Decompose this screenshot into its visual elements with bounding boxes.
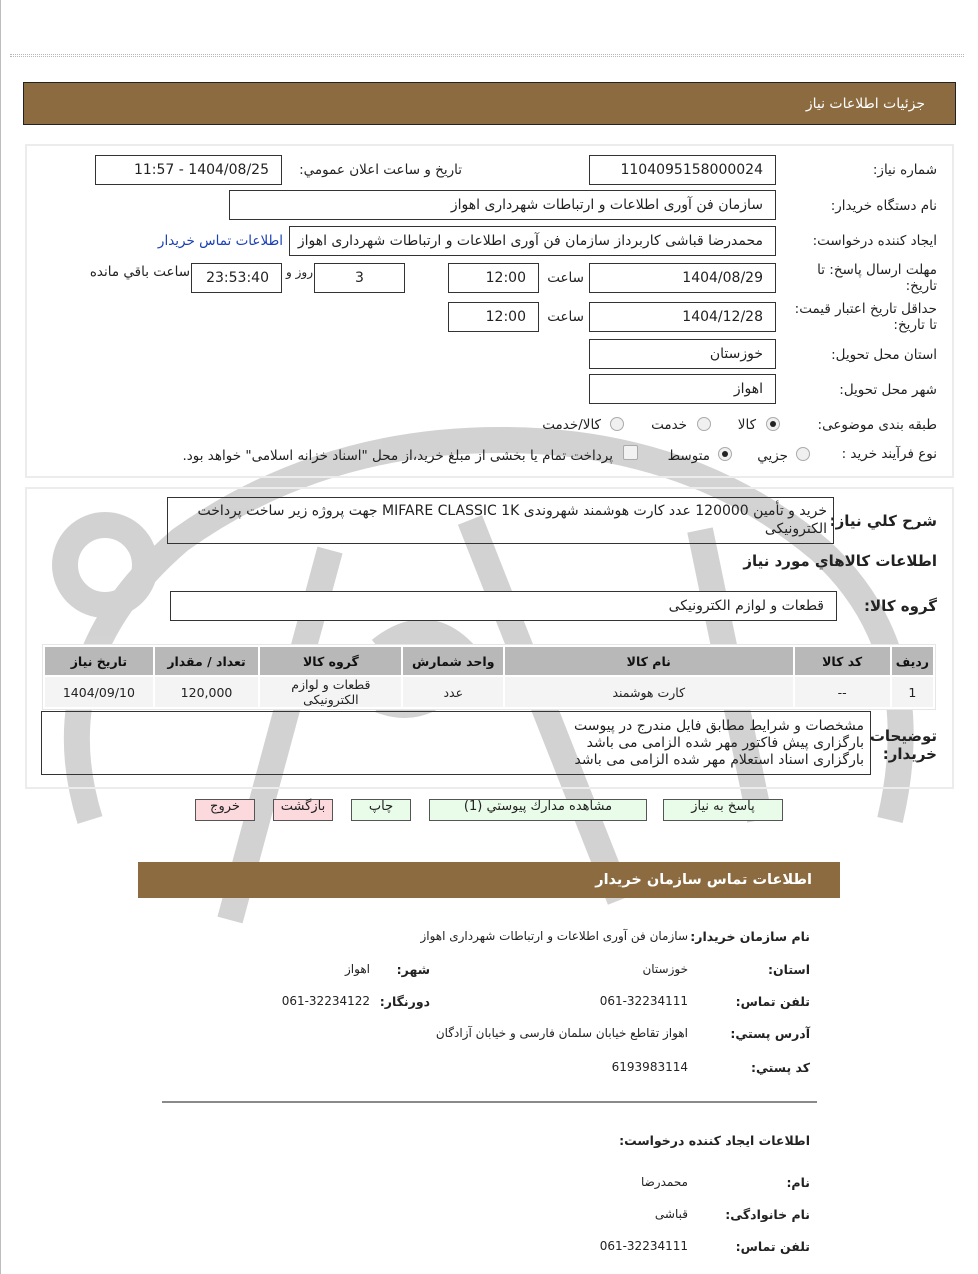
section-divider <box>162 1101 817 1103</box>
contact-city-label: شهر: <box>396 962 430 977</box>
left-border <box>0 0 1 1274</box>
treasury-checkbox-label: پرداخت تمام یا بخشی از مبلغ خرید،از محل "اسناد خزانه اسلامی" خواهد بود. <box>182 448 613 464</box>
requester-phone: 061-32234111 <box>599 1239 688 1253</box>
process-radio-minor[interactable] <box>796 447 810 461</box>
cell-unit: عدد <box>403 677 503 707</box>
remaining-label: ساعت باقي مانده <box>89 264 190 280</box>
contact-phone-label: تلفن تماس: <box>735 994 810 1009</box>
contact-org-label: نام سازمان خریدار: <box>690 929 810 944</box>
buyer-field: سازمان فن آوری اطلاعات و ارتباطات شهرداری اهواز <box>229 190 776 220</box>
goods-group-label: گروه کالا: <box>864 597 937 615</box>
cell-group: قطعات و لوازم الکترونیکی <box>260 677 401 707</box>
category-option-goods-service: کالا/خدمت <box>542 417 601 433</box>
table-row <box>45 677 933 707</box>
announce-field: 1404/08/25 - 11:57 <box>95 155 282 185</box>
notes-label-line2: خریدار: <box>882 745 937 763</box>
days-remaining-field: 3 <box>314 263 405 293</box>
deadline-label: مهلت ارسال پاسخ: تا تاریخ: <box>817 262 937 294</box>
category-radio-service[interactable] <box>697 417 711 431</box>
col-code: كد كالا <box>795 647 890 675</box>
page-title: جزئیات اطلاعات نیاز <box>805 96 925 112</box>
cell-code: -- <box>795 677 890 707</box>
contact-city-value: اهواز <box>345 962 370 976</box>
col-group: گروه كالا <box>260 647 401 675</box>
col-row: رديف <box>892 647 933 675</box>
deadline-time-field: 12:00 <box>448 263 539 293</box>
province-label: استان محل تحویل: <box>831 347 937 363</box>
contact-fax-value: 061-32234122 <box>281 994 370 1008</box>
contact-province-label: استان: <box>767 962 810 977</box>
process-radio-medium[interactable] <box>718 447 732 461</box>
validity-date-field: 1404/12/28 <box>589 302 776 332</box>
notes-line: بارگزاری پیش فاکتور مهر شده الزامی می باشد <box>586 735 864 751</box>
treasury-checkbox[interactable] <box>623 445 638 460</box>
goods-group-field: قطعات و لوازم الکترونیکی <box>170 591 837 621</box>
col-name: نام كالا <box>505 647 792 675</box>
top-divider <box>10 54 964 57</box>
print-button[interactable]: چاپ <box>351 799 411 821</box>
page-title-bar <box>23 82 956 125</box>
validity-time-label: ساعت <box>547 309 584 325</box>
exit-button[interactable]: خروج <box>195 799 255 821</box>
requester-last-name: قباشی <box>654 1207 688 1221</box>
category-radio-goods-service[interactable] <box>610 417 624 431</box>
contact-section-header <box>138 862 840 898</box>
contact-phone-value: 061-32234111 <box>599 994 688 1008</box>
need-number-label: شماره نیاز: <box>872 162 937 178</box>
respond-button[interactable]: پاسخ به نیاز <box>663 799 783 821</box>
contact-address-label: آدرس پستي: <box>730 1026 810 1041</box>
contact-address-value: اهواز تقاطع خیابان سلمان فارسی و خیابان آزادگان <box>435 1026 688 1040</box>
notes-box <box>41 711 871 775</box>
view-attachments-button[interactable]: مشاهده مدارك پيوستي (1) <box>429 799 647 821</box>
notes-line: مشخصات و شرایط مطابق فایل مندرج در پیوست <box>573 718 864 734</box>
cell-date: 1404/09/10 <box>45 677 153 707</box>
cell-name: کارت هوشمند <box>505 677 792 707</box>
summary-label: شرح كلي نياز: <box>829 512 937 530</box>
city-field: اهواز <box>589 374 776 404</box>
notes-label-line1: توضیحات <box>869 727 937 745</box>
deadline-date-field: 1404/08/29 <box>589 263 776 293</box>
back-button[interactable]: بازگشت <box>273 799 333 821</box>
goods-heading: اطلاعات كالاهاي مورد نياز <box>743 552 937 570</box>
contact-fax-label: دورنگار: <box>379 994 430 1009</box>
requester-first-name: محمدرضا <box>640 1175 688 1189</box>
contact-province-value: خوزستان <box>642 962 688 976</box>
process-option-minor: جزيي <box>757 448 788 464</box>
process-label: نوع فرآیند خرید : <box>841 446 937 462</box>
contact-org-value: سازمان فن آوری اطلاعات و ارتباطات شهرداری اهواز <box>420 929 688 943</box>
deadline-time-label: ساعت <box>547 270 584 286</box>
summary-text: خرید و تأمین 120000 عدد کارت هوشمند شهروندی MIFARE CLASSIC 1K جهت پروژه زیر ساخت پرداخت الکترونیکی <box>167 497 834 544</box>
col-date: تاريخ نياز <box>45 647 153 675</box>
category-label: طبقه بندی موضوعی: <box>817 417 937 433</box>
province-field: خوزستان <box>589 339 776 369</box>
goods-table <box>42 644 936 710</box>
notes-label <box>870 727 937 763</box>
notes-line: بارگزاری اسناد استعلام مهر شده الزامی می باشد <box>574 752 864 768</box>
days-and-label: روز و <box>286 265 313 279</box>
requester-title: اطلاعات ایجاد کننده درخواست: <box>619 1133 810 1148</box>
col-quantity: تعداد / مقدار <box>155 647 259 675</box>
city-label: شهر محل تحویل: <box>839 382 937 398</box>
need-number-field: 1104095158000024 <box>589 155 776 185</box>
buyer-contact-link[interactable]: اطلاعات تماس خریدار <box>157 233 283 249</box>
requester-last-name-label: نام خانوادگی: <box>725 1207 810 1222</box>
requester-phone-label: تلفن تماس: <box>735 1239 810 1254</box>
time-remaining-field: 23:53:40 <box>191 263 282 293</box>
requester-first-name-label: نام: <box>786 1175 810 1190</box>
category-radio-goods[interactable] <box>766 417 780 431</box>
cell-row: 1 <box>892 677 933 707</box>
contact-postal-value: 6193983114 <box>611 1060 688 1074</box>
validity-time-field: 12:00 <box>448 302 539 332</box>
creator-label: ایجاد کننده درخواست: <box>812 233 937 249</box>
process-option-medium: متوسط <box>667 448 710 464</box>
col-unit: واحد شمارش <box>403 647 503 675</box>
validity-label: حداقل تاریخ اعتبار قیمت: تا تاریخ: <box>794 301 937 333</box>
buyer-label: نام دستگاه خریدار: <box>830 198 937 214</box>
goods-table-header <box>45 647 933 675</box>
creator-field: محمدرضا قباشی کاربرداز سازمان فن آوری اطلاعات و ارتباطات شهرداری اهواز <box>289 226 776 256</box>
contact-section-title: اطلاعات تماس سازمان خریدار <box>595 872 812 888</box>
category-option-service: خدمت <box>651 417 687 433</box>
cell-quantity: 120,000 <box>155 677 259 707</box>
contact-postal-label: کد پستي: <box>750 1060 810 1075</box>
category-option-goods: کالا <box>737 417 756 433</box>
announce-label: تاریخ و ساعت اعلان عمومي: <box>299 162 462 178</box>
